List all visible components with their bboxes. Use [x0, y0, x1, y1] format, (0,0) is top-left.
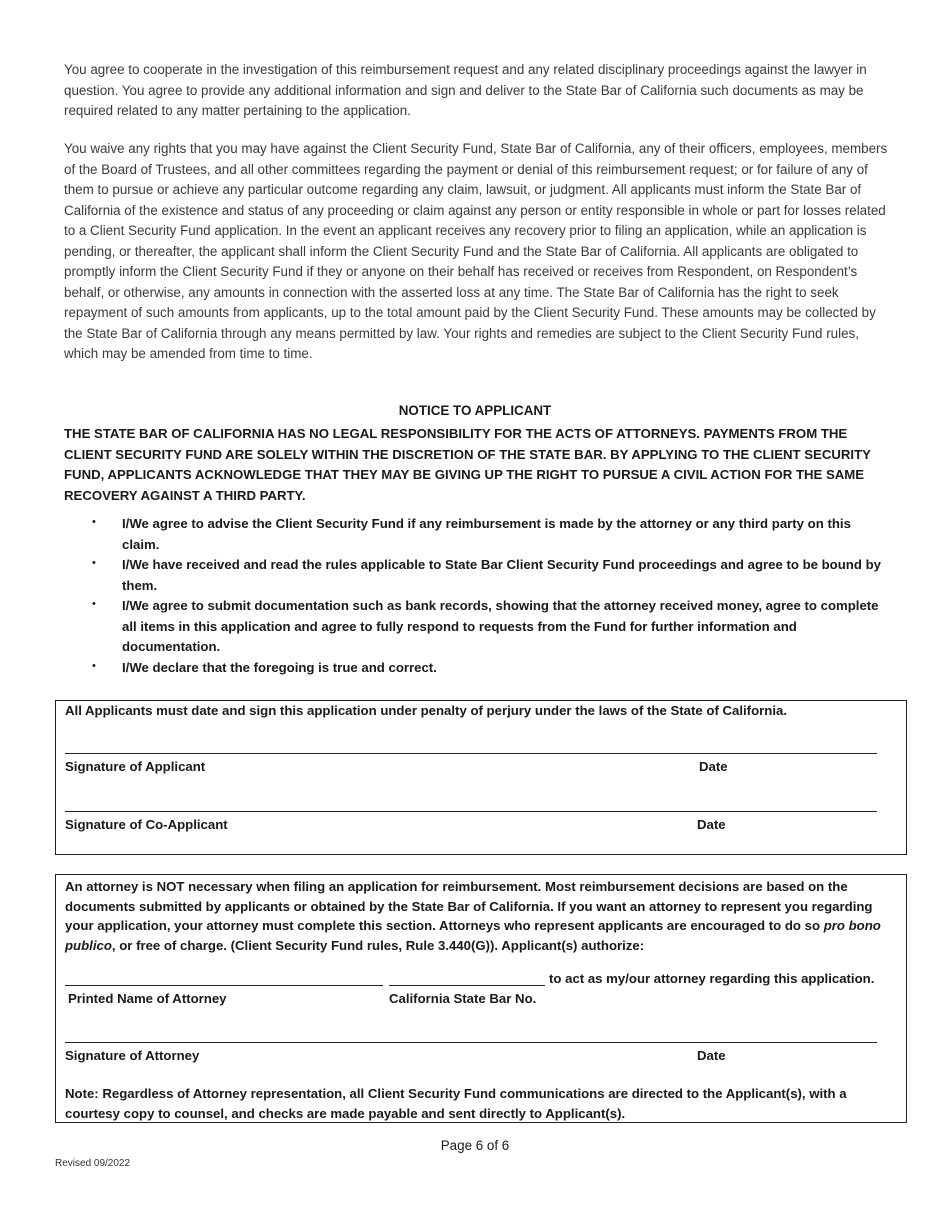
bullet-icon: • — [92, 516, 96, 528]
applicant-signature-line[interactable] — [65, 753, 877, 754]
bullet-text: I/We agree to submit documentation such as bank records, showing that the attorney received money, agree to complete all items in this application and agree to fully respond to requests from the Fund for further information and documentation. — [122, 598, 879, 654]
waiver-paragraph: You waive any rights that you may have against the Client Security Fund, State Bar of California, any of their officers, employees, members of the Board of Trustees, and all other committees regarding the payment or denial of this reimbursement request; or for failure of any of them to pursue or achieve any particular outcome regarding any claim, lawsuit, or judgment. All applicants must inform the State Bar of California of the existence and status of any proceeding or claim against any person or entity responsible in whole or part for losses related to a Client Security Fund application. In the event an applicant receives any recovery prior to filing an application, while an application is pending, or thereafter, the applicant shall inform the Client Security Fund and the State Bar of California. All applicants are obligated to promptly inform the Client Security Fund if they or anyone on their behalf has received or receives from Respondent, on Respondent’s behalf, or otherwise, any amounts in connection with the asserted loss at any time. The State Bar of California has the right to seek repayment of such amounts from applicants, up to the total amount paid by the Client Security Fund. These amounts may be collected by the State Bar of California through any means permitted by law. Your rights and remedies are subject to the Client Security Fund rules, which may be amended from time to time. — [64, 141, 888, 361]
list-item — [92, 658, 890, 679]
attorney-intro-text: An attorney is NOT necessary when filing an application for reimbursement. Most reimbursement decisions are based on the documents submitted by applicants or obtained by the State Bar of California. If you want an attorney to represent you regarding your application, your attorney must complete this section. Attorneys who represent applicants are encouraged to do so — [65, 879, 873, 933]
attorney-intro-text-end: , or free of charge. (Client Security Fund rules, Rule 3.440(G)). Applicant(s) authorize: — [111, 937, 645, 953]
list-item — [92, 555, 890, 596]
signature-instruction: All Applicants must date and sign this application under penalty of perjury under the laws of the State of California. — [65, 703, 787, 718]
bar-number-label: California State Bar No. — [389, 991, 537, 1006]
list-item — [92, 514, 890, 555]
attorney-note: Note: Regardless of Attorney representation, all Client Security Fund communications are directed to the Applicant(s), with a courtesy copy to counsel, and checks are made payable and sent directly to Applicant(s). — [65, 1086, 847, 1121]
notice-body: THE STATE BAR OF CALIFORNIA HAS NO LEGAL RESPONSIBILITY FOR THE ACTS OF ATTORNEYS. PAYMENTS FROM THE CLIENT SECURITY FUND ARE SOLELY WITHIN THE DISCRETION OF THE STATE BAR. BY APPLYING TO THE CLIENT SECURITY FUND, APPLICANTS ACKNOWLEDGE THAT THEY MAY BE GIVING UP THE RIGHT TO PURSUE A CIVIL ACTION FOR THE SAME RECOVERY AGAINST A THIRD PARTY. — [64, 426, 871, 503]
attorney-date-label: Date — [697, 1048, 726, 1063]
co-applicant-date-label: Date — [697, 817, 726, 832]
bullet-icon: • — [92, 557, 96, 569]
notice-title: NOTICE TO APPLICANT — [398, 403, 552, 418]
attorney-signature-line[interactable] — [65, 1042, 877, 1043]
applicant-date-label: Date — [699, 759, 728, 774]
printed-name-label: Printed Name of Attorney — [68, 991, 227, 1006]
bullet-icon: • — [92, 598, 96, 610]
attorney-name-line[interactable] — [65, 985, 383, 986]
attorney-signature-label: Signature of Attorney — [65, 1048, 200, 1063]
applicant-signature-label: Signature of Applicant — [65, 759, 206, 774]
co-applicant-signature-label: Signature of Co-Applicant — [65, 817, 228, 832]
pro-bono-text: pro bono publico — [65, 918, 881, 953]
applicant-signature-box — [55, 700, 907, 855]
bullet-text: I/We declare that the foregoing is true and correct. — [122, 659, 437, 675]
bullet-text: I/We agree to advise the Client Security Fund if any reimbursement is made by the attorney or any third party on this claim. — [122, 516, 851, 552]
bullet-text: I/We have received and read the rules applicable to State Bar Client Security Fund proceedings and agree to be bound by them. — [122, 557, 881, 593]
co-applicant-signature-line[interactable] — [65, 811, 877, 812]
cooperation-paragraph: You agree to cooperate in the investigation of this reimbursement request and any related disciplinary proceedings against the lawyer in question. You agree to provide any additional information and sign and deliver to the State Bar of California such documents as may be required related to any matter pertaining to the application. — [64, 62, 867, 118]
attorney-intro — [65, 877, 903, 955]
attorney-authorization-box — [55, 874, 907, 1123]
list-item — [92, 596, 890, 658]
act-as-attorney-text: to act as my/our attorney regarding this application. — [549, 971, 875, 986]
acknowledgement-list — [92, 514, 890, 678]
page-number: Page 6 of 6 — [440, 1138, 510, 1153]
bar-number-line[interactable] — [389, 985, 545, 986]
bullet-icon: • — [92, 659, 96, 672]
revision-date: Revised 09/2022 — [55, 1158, 131, 1169]
